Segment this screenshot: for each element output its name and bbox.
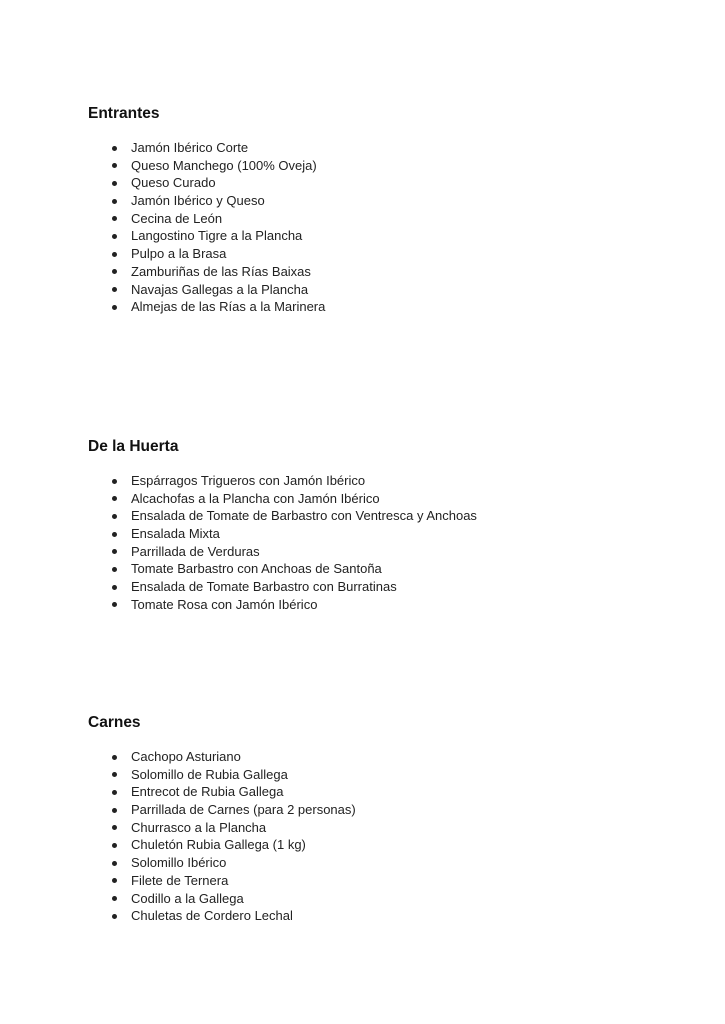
bullet-icon — [112, 532, 117, 537]
list-item-text: Codillo a la Gallega — [131, 890, 244, 906]
list-item — [88, 854, 688, 872]
bullet-icon — [112, 216, 117, 221]
list-item — [88, 174, 688, 192]
list-item-text: Ensalada de Tomate de Barbastro con Ventresca y Anchoas — [131, 508, 477, 524]
bullet-icon — [112, 808, 117, 813]
list-item-text: Almejas de las Rías a la Marinera — [131, 299, 326, 315]
bullet-icon — [112, 790, 117, 795]
list-item — [88, 298, 688, 316]
bullet-icon — [112, 199, 117, 204]
list-item-text: Parrillada de Verduras — [131, 543, 260, 559]
list-item-text: Cecina de León — [131, 210, 223, 226]
bullet-icon — [112, 755, 117, 760]
list-item-text: Jamón Ibérico Corte — [131, 140, 249, 155]
list-item-text: Solomillo de Rubia Gallega — [131, 766, 288, 782]
list-item — [88, 783, 688, 801]
list-item — [88, 748, 688, 766]
bullet-icon — [112, 914, 117, 919]
list-item — [88, 281, 688, 299]
list-item — [88, 192, 688, 210]
menu-item-list — [88, 139, 688, 316]
bullet-icon — [112, 825, 117, 830]
list-item-text: Ensalada de Tomate Barbastro con Burratinas — [131, 579, 397, 595]
bullet-icon — [112, 878, 117, 883]
section-title: Entrantes — [88, 105, 160, 122]
list-item — [88, 560, 688, 578]
section-title: De la Huerta — [88, 438, 179, 455]
bullet-icon — [112, 549, 117, 554]
list-item — [88, 139, 688, 157]
list-item-text: Filete de Ternera — [131, 872, 229, 888]
list-item — [88, 578, 688, 596]
bullet-icon — [112, 602, 117, 607]
bullet-icon — [112, 287, 117, 292]
list-item-text: Navajas Gallegas a la Plancha — [131, 281, 309, 297]
list-item — [88, 525, 688, 543]
list-item — [88, 801, 688, 819]
bullet-icon — [112, 479, 117, 484]
list-item — [88, 227, 688, 245]
list-item-text: Queso Curado — [131, 175, 216, 191]
list-item — [88, 907, 688, 925]
list-item-text: Jamón Ibérico y Queso — [131, 193, 265, 209]
list-item — [88, 157, 688, 175]
section-title: Carnes — [88, 714, 141, 731]
menu-item-list — [88, 748, 688, 925]
list-item-text: Alcachofas a la Plancha con Jamón Ibérico — [131, 490, 380, 506]
bullet-icon — [112, 163, 117, 168]
list-item-text: Cachopo Asturiano — [131, 749, 241, 764]
list-item-text: Churrasco a la Plancha — [131, 819, 267, 835]
bullet-icon — [112, 896, 117, 901]
list-item — [88, 507, 688, 525]
list-item-text: Chuletas de Cordero Lechal — [131, 908, 293, 924]
bullet-icon — [112, 146, 117, 151]
list-item-text: Langostino Tigre a la Plancha — [131, 228, 303, 244]
bullet-icon — [112, 772, 117, 777]
list-item-text: Zamburiñas de las Rías Baixas — [131, 263, 311, 279]
bullet-icon — [112, 252, 117, 257]
list-item — [88, 245, 688, 263]
bullet-icon — [112, 585, 117, 590]
section-entrantes — [88, 104, 688, 316]
list-item-text: Queso Manchego (100% Oveja) — [131, 157, 317, 173]
list-item-text: Espárragos Trigueros con Jamón Ibérico — [131, 473, 366, 488]
list-item — [88, 890, 688, 908]
bullet-icon — [112, 514, 117, 519]
list-item — [88, 490, 688, 508]
bullet-icon — [112, 305, 117, 310]
list-item-text: Pulpo a la Brasa — [131, 246, 227, 262]
list-item-text: Chuletón Rubia Gallega (1 kg) — [131, 837, 306, 853]
list-item — [88, 872, 688, 890]
section-de-la-huerta — [88, 437, 688, 614]
bullet-icon — [112, 843, 117, 848]
list-item-text: Solomillo Ibérico — [131, 855, 227, 871]
menu-item-list — [88, 472, 688, 614]
section-carnes — [88, 713, 688, 925]
list-item — [88, 263, 688, 281]
bullet-icon — [112, 269, 117, 274]
list-item — [88, 596, 688, 614]
bullet-icon — [112, 496, 117, 501]
list-item — [88, 766, 688, 784]
list-item — [88, 210, 688, 228]
bullet-icon — [112, 567, 117, 572]
list-item — [88, 543, 688, 561]
bullet-icon — [112, 234, 117, 239]
list-item — [88, 472, 688, 490]
list-item — [88, 819, 688, 837]
list-item — [88, 836, 688, 854]
list-item-text: Ensalada Mixta — [131, 526, 220, 542]
bullet-icon — [112, 861, 117, 866]
list-item-text: Entrecot de Rubia Gallega — [131, 784, 284, 800]
bullet-icon — [112, 181, 117, 186]
list-item-text: Tomate Rosa con Jamón Ibérico — [131, 596, 318, 612]
list-item-text: Parrillada de Carnes (para 2 personas) — [131, 802, 356, 818]
list-item-text: Tomate Barbastro con Anchoas de Santoña — [131, 561, 382, 577]
